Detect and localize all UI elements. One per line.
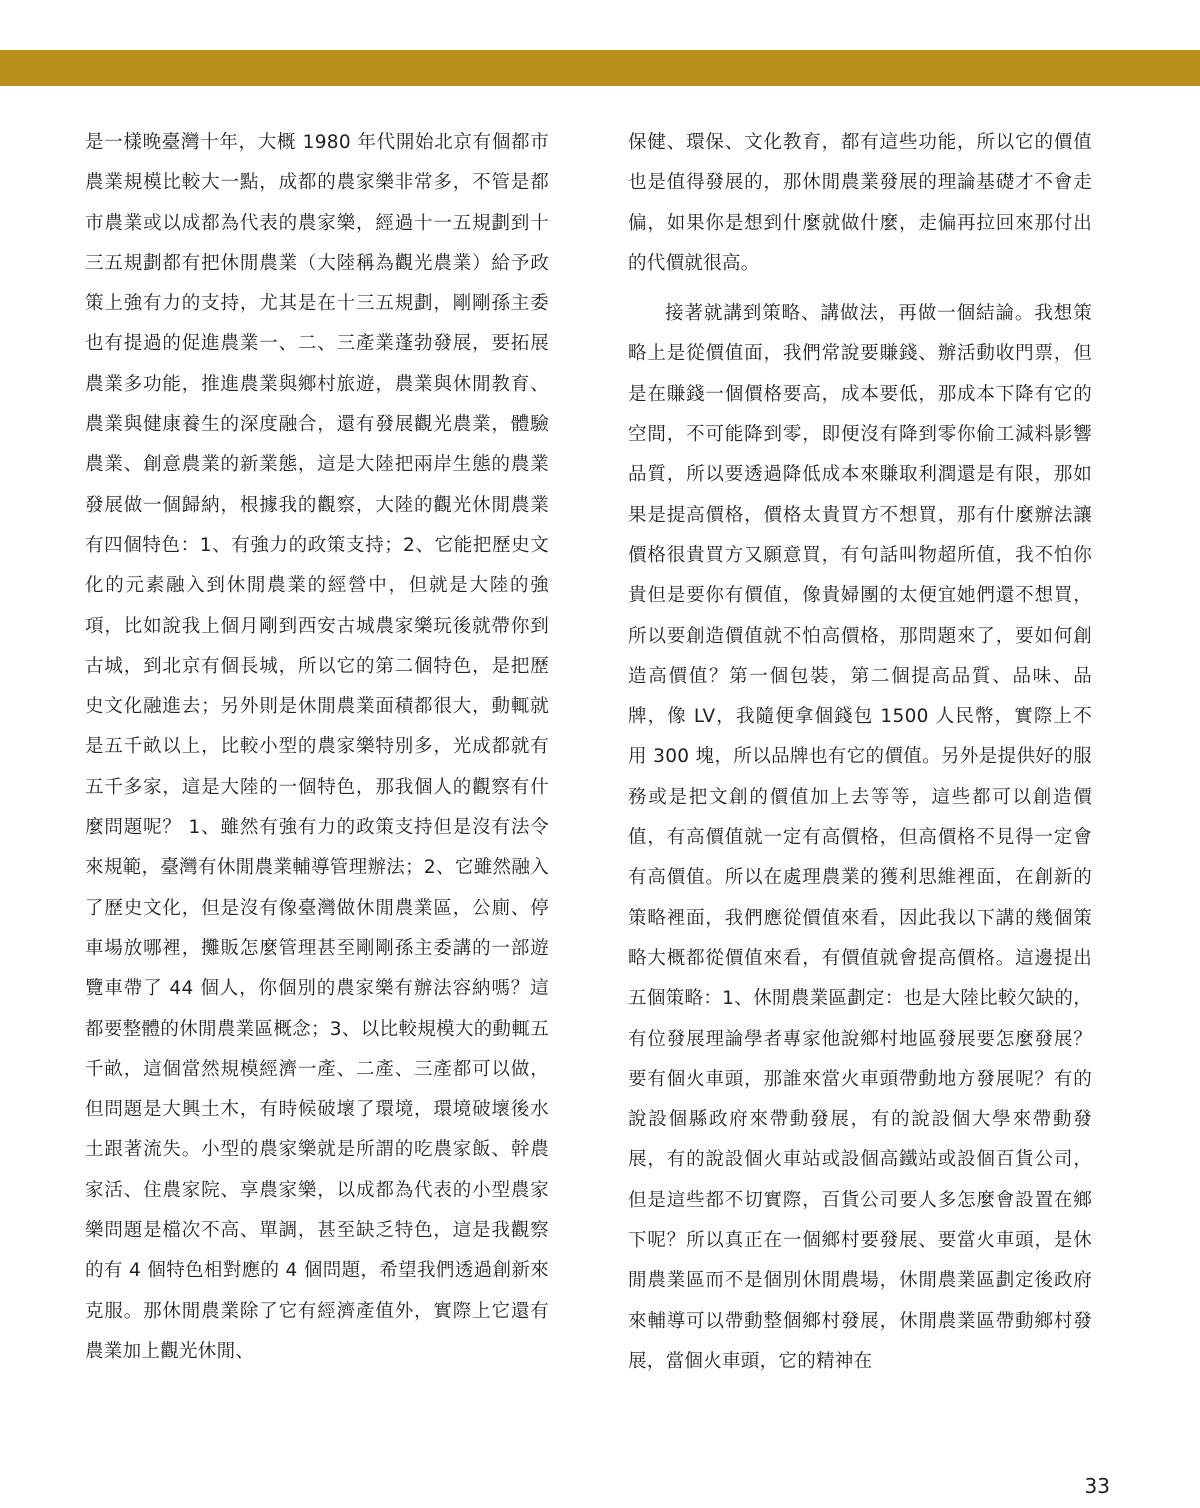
- body-paragraph: 是一樣晚臺灣十年，大概 1980 年代開始北京有個都市農業規模比較大一點，成都的農家樂非常多，不管是都市農業或以成都為代表的農家樂，經過十一五規劃到十三五規劃都有把休閒農業（大陸稱為觀光農業）給予政策上強有力的支持，尤其是在十三五規劃，剛剛孫主委也有提過的促進農業一、二、三產業蓬勃發展，要拓展農業多功能，推進農業與鄉村旅遊，農業與休閒教育、農業與健康養生的深度融合，還有發展觀光農業，體驗農業、創意農業的新業態，這是大陸把兩岸生態的農業發展做一個歸納，根據我的觀察，大陸的觀光休閒農業有四個特色：1、有強力的政策支持；2、它能把歷史文化的元素融入到休閒農業的經營中，但就是大陸的強項，比如說我上個月剛到西安古城農家樂玩後就帶你到古城，到北京有個長城，所以它的第二個特色，是把歷史文化融進去；另外則是休閒農業面積都很大，動輒就是五千畝以上，比較小型的農家樂特別多，光成都就有五千多家，這是大陸的一個特色，那我個人的觀察有什麼問題呢？ 1、雖然有強有力的政策支持但是沒有法令來規範，臺灣有休閒農業輔導管理辦法；2、它雖然融入了歷史文化，但是沒有像臺灣做休閒農業區，公廁、停車場放哪裡，攤販怎麼管理甚至剛剛孫主委講的一部遊覽車帶了 44 個人，你個別的農家樂有辦法容納嗎？這都要整體的休閒農業區概念；3、以比較規模大的動輒五千畝，這個當然規模經濟一產、二產、三產都可以做，但問題是大興土木，有時候破壞了環境，環境破壞後水土跟著流失。小型的農家樂就是所謂的吃農家飯、幹農家活、住農家院、享農家樂，以成都為代表的小型農家樂問題是檔次不高、單調，甚至缺乏特色，這是我觀察的有 4 個特色相對應的 4 個問題，希望我們透過創新來克服。那休閒農業除了它有經濟產值外，實際上它還有農業加上觀光休閒、: [85, 132, 549, 1362]
- body-paragraph: 保健、環保、文化教育，都有這些功能，所以它的價值也是值得發展的，那休閒農業發展的理論基礎才不會走偏，如果你是想到什麼就做什麼，走偏再拉回來那付出的代價就很高。: [628, 132, 1092, 274]
- page-number: 33: [1084, 1474, 1110, 1498]
- header-color-band: [0, 50, 1200, 86]
- left-text-column: [85, 123, 549, 1372]
- body-paragraph: 接著就講到策略、講做法，再做一個結論。我想策略上是從價值面，我們常說要賺錢、辦活動收門票，但是在賺錢一個價格要高，成本要低，那成本下降有它的空間，不可能降到零，即便沒有降到零你偷工減料影響品質，所以要透過降低成本來賺取利潤還是有限，那如果是提高價格，價格太貴買方不想買，那有什麼辦法讓價格很貴買方又願意買，有句話叫物超所值，我不怕你貴但是要你有價值，像貴婦團的太便宜她們還不想買，所以要創造價值就不怕高價格，那問題來了，要如何創造高價值？第一個包裝，第二個提高品質、品味、品牌，像 LV，我隨便拿個錢包 1500 人民幣，實際上不用 300 塊，所以品牌也有它的價值。另外是提供好的服務或是把文創的價值加上去等等，這些都可以創造價值，有高價值就一定有高價格，但高價格不見得一定會有高價值。所以在處理農業的獲利思維裡面，在創新的策略裡面，我們應從價值來看，因此我以下講的幾個策略大概都從價值來看，有價值就會提高價格。這邊提出五個策略：1、休閒農業區劃定：也是大陸比較欠缺的，有位發展理論學者專家他說鄉村地區發展要怎麼發展？要有個火車頭，那誰來當火車頭帶動地方發展呢？有的說設個縣政府來帶動發展，有的說設個大學來帶動發展，有的說設個火車站或設個高鐵站或設個百貨公司，但是這些都不切實際，百貨公司要人多怎麼會設置在鄉下呢？所以真正在一個鄉村要發展、要當火車頭，是休閒農業區而不是個別休閒農場，休閒農業區劃定後政府來輔導可以帶動整個鄉村發展，休閒農業區帶動鄉村發展，當個火車頭，它的精神在: [628, 303, 1092, 1372]
- right-text-column: [628, 123, 1092, 1382]
